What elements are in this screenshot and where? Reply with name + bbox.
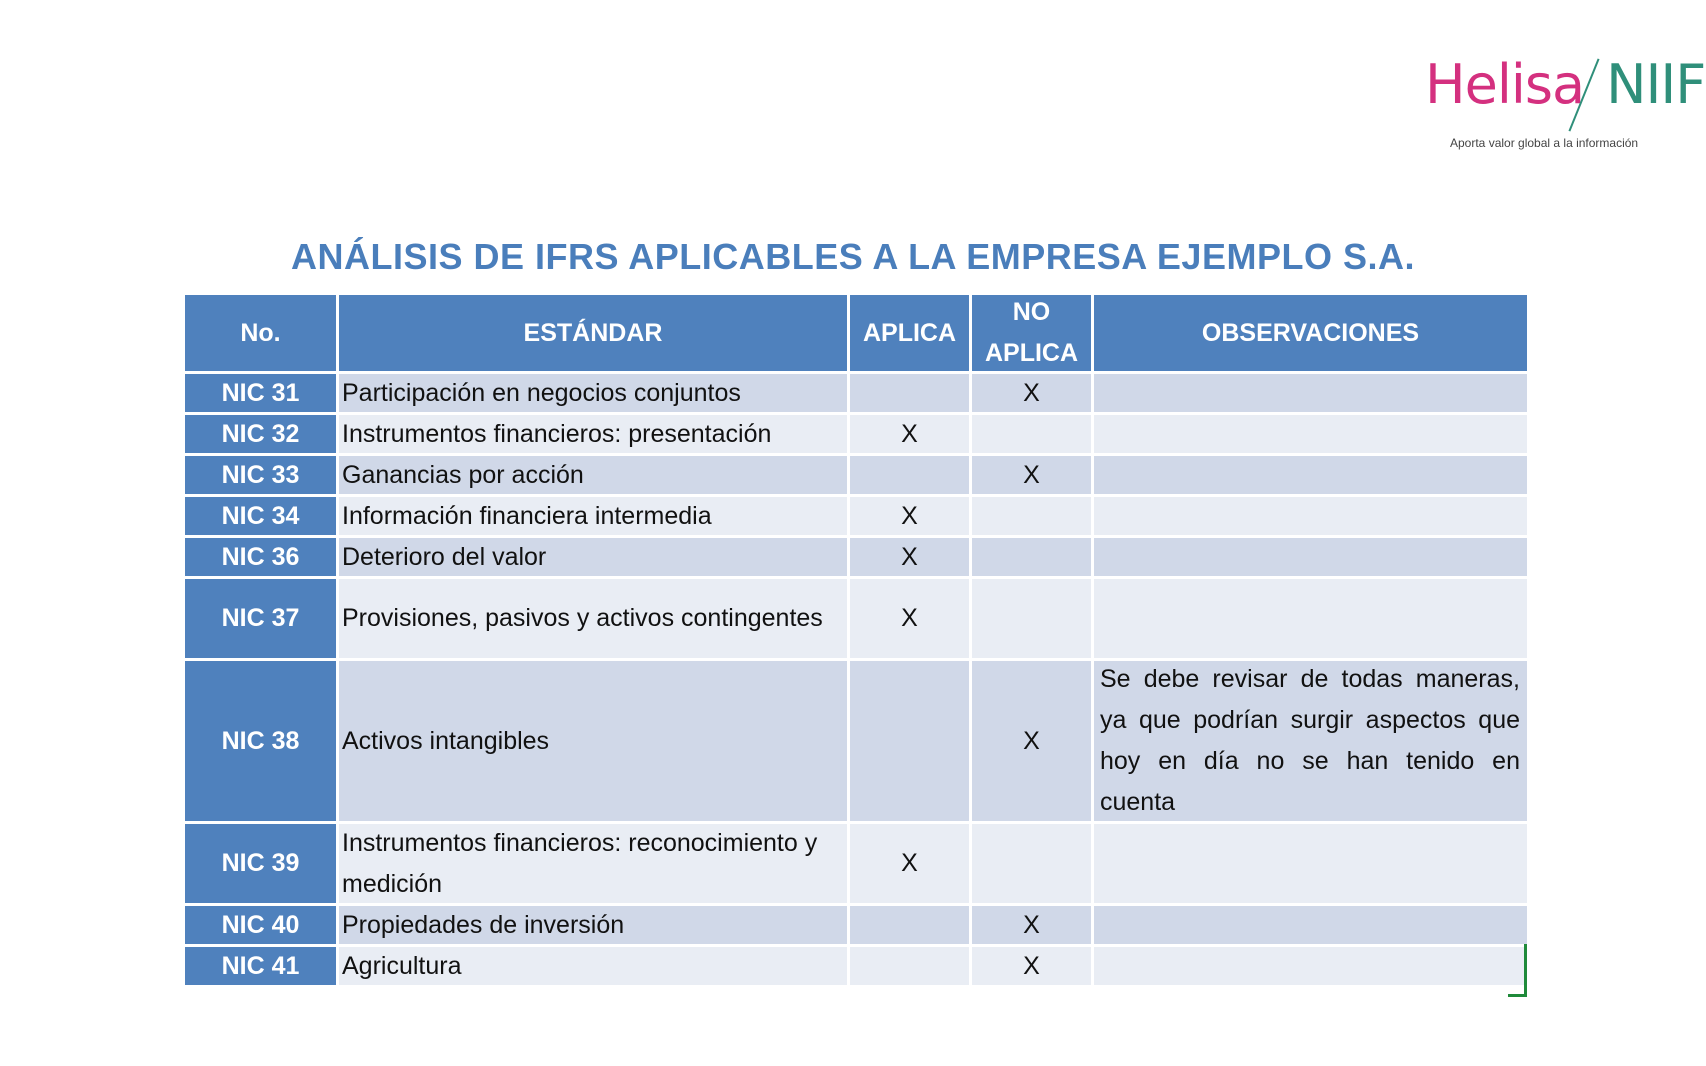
row-no: NIC 33 [185,456,336,494]
row-estandar: Información financiera intermedia [339,497,847,535]
ifrs-table [185,295,1521,985]
row-no: NIC 36 [185,538,336,576]
row-estandar: Provisiones, pasivos y activos contingentes [339,579,847,658]
row-aplica [850,374,969,412]
row-no-aplica: X [972,947,1091,985]
row-observaciones-cell [1094,661,1527,821]
row-no: NIC 31 [185,374,336,412]
row-no-aplica: X [972,906,1091,944]
row-observaciones-cell [1094,415,1527,453]
logo-wordmark [1425,53,1706,116]
row-no-aplica: X [972,456,1091,494]
header-observaciones: OBSERVACIONES [1094,295,1527,371]
row-aplica [850,906,969,944]
row-no-aplica [972,497,1091,535]
row-no: NIC 39 [185,824,336,903]
row-estandar: Propiedades de inversión [339,906,847,944]
row-observaciones-cell [1094,497,1527,535]
row-aplica: X [850,824,969,903]
row-no-aplica: X [972,374,1091,412]
row-aplica [850,661,969,821]
row-no: NIC 37 [185,579,336,658]
row-no-aplica: X [972,661,1091,821]
row-estandar: Instrumentos financieros: presentación [339,415,847,453]
row-no: NIC 41 [185,947,336,985]
logo-brand-niif: NIIF [1606,53,1706,116]
row-observaciones-cell [1094,947,1527,985]
header-no: No. [185,295,336,371]
header-estandar: ESTÁNDAR [339,295,847,371]
row-aplica [850,456,969,494]
row-observaciones-cell [1094,824,1527,903]
row-no: NIC 34 [185,497,336,535]
row-no-aplica [972,579,1091,658]
row-aplica: X [850,415,969,453]
row-no-aplica [972,538,1091,576]
row-observaciones-cell [1094,579,1527,658]
helisa-niif-logo [1425,52,1705,156]
row-estandar: Instrumentos financieros: reconocimiento y medición [339,824,847,903]
row-no: NIC 38 [185,661,336,821]
row-estandar: Ganancias por acción [339,456,847,494]
row-aplica: X [850,538,969,576]
row-aplica: X [850,497,969,535]
row-estandar: Deterioro del valor [339,538,847,576]
row-estandar: Activos intangibles [339,661,847,821]
corner-decoration [1508,944,1527,997]
row-estandar: Agricultura [339,947,847,985]
logo-tagline: Aporta valor global a la información [1450,136,1639,150]
page-title: ANÁLISIS DE IFRS APLICABLES A LA EMPRESA EJEMPLO S.A. [291,236,1415,277]
row-no: NIC 32 [185,415,336,453]
row-no-aplica [972,824,1091,903]
row-no: NIC 40 [185,906,336,944]
row-observaciones-cell [1094,456,1527,494]
header-no-aplica: NO APLICA [972,295,1091,371]
row-no-aplica [972,415,1091,453]
row-aplica [850,947,969,985]
row-observaciones: Se debe revisar de todas maneras, ya que podrían surgir aspectos que hoy en día no se han tenido en cuenta [1100,665,1520,816]
row-observaciones-cell [1094,538,1527,576]
row-observaciones-cell [1094,906,1527,944]
logo-brand-helisa: Helisa [1425,53,1585,116]
header-aplica: APLICA [850,295,969,371]
row-estandar: Participación en negocios conjuntos [339,374,847,412]
row-aplica: X [850,579,969,658]
row-observaciones-cell [1094,374,1527,412]
